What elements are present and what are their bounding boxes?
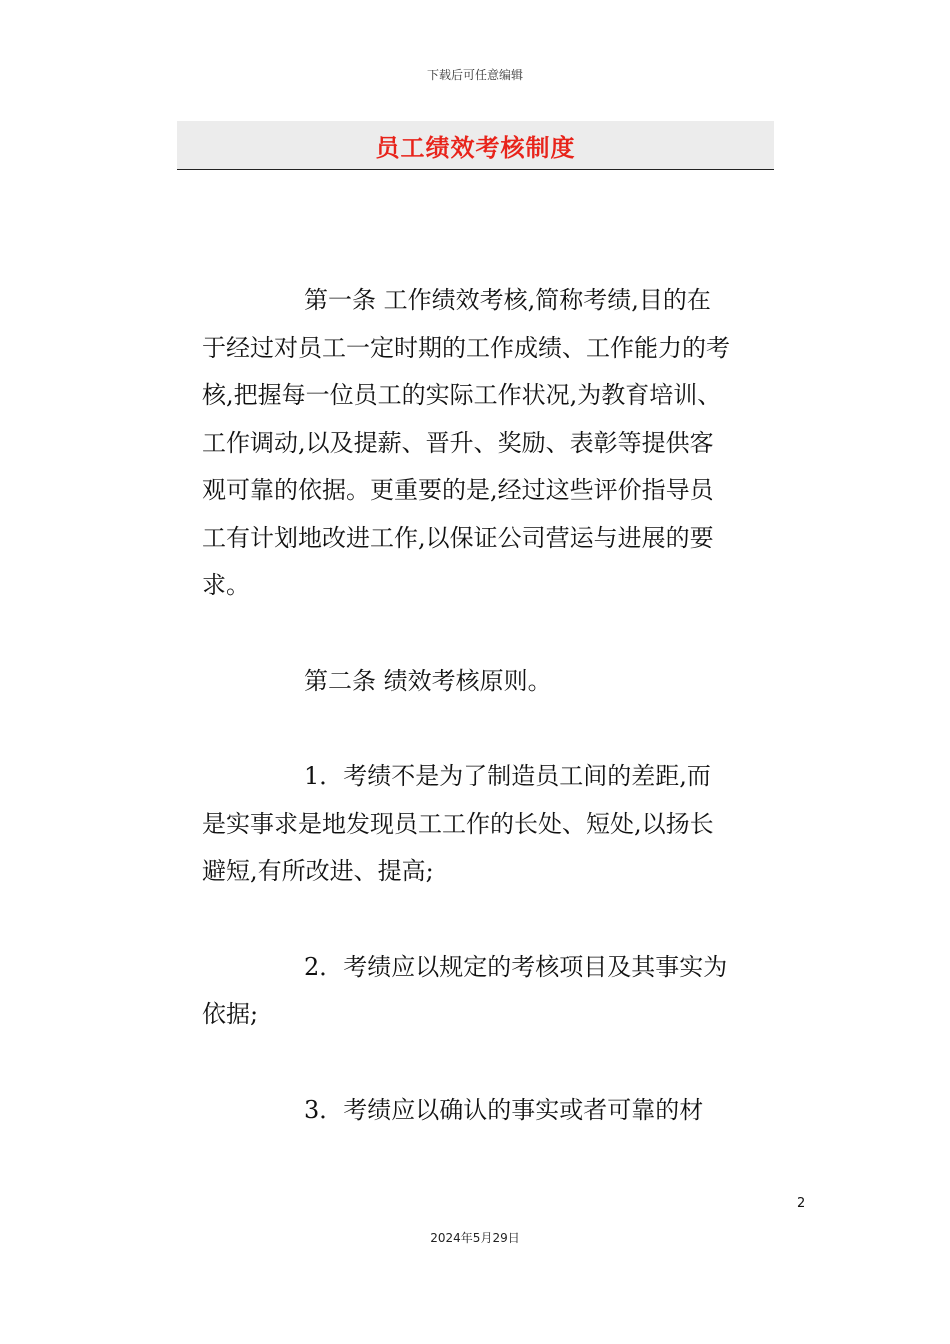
page-number: 2: [797, 1196, 806, 1211]
page-header-note: 下载后可任意编辑: [426, 68, 523, 82]
document-title: 员工绩效考核制度: [375, 133, 576, 162]
document-body: [202, 277, 732, 1182]
paragraph-item-1: 1．考绩不是为了制造员工间的差距,而是实事求是地发现员工工作的长处、短处,以扬长避短,有所改进、提高;: [202, 762, 714, 885]
paragraph-article-1: 第一条 工作绩效考核,简称考绩,目的在于经过对员工一定时期的工作成绩、工作能力的考核,把握每一位员工的实际工作状况,为教育培训、工作调动,以及提薪、晋升、奖励、表彰等提供客观可靠的依据。更重要的是,经过这些评价指导员工有计划地改进工作,以保证公司营运与进展的要求。: [202, 286, 730, 599]
page-footer-date: 2024年5月29日: [430, 1231, 520, 1245]
paragraph-item-3: 3．考绩应以确认的事实或者可靠的材: [304, 1095, 704, 1124]
paragraph-article-2: 第二条 绩效考核原则。: [304, 666, 552, 695]
title-band: [177, 121, 774, 170]
paragraph-item-2: 2．考绩应以规定的考核项目及其事实为依据;: [202, 952, 728, 1028]
